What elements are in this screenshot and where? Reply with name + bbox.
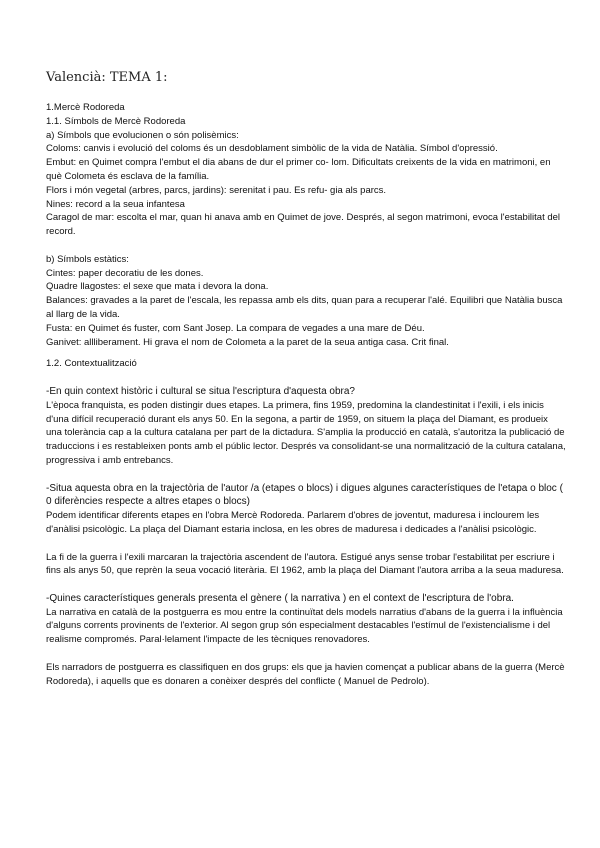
answer-2b: La fi de la guerra i l'exili marcaran la trajectòria ascendent de l'autora. Estigué anys sense trobar l'estabilitat per escriure i fins als anys 50, que reprèn la seua vocació literària. El 1962, amb la plaça del Diamant l'autora arriba a la seua maduresa.: [46, 551, 564, 577]
symbol-item: Cintes: paper decoratiu de les dones.: [46, 267, 204, 279]
section-b-heading: b) Símbols estàtics:: [46, 253, 129, 265]
question-3: -Quines característiques generals presenta el gènere ( la narrativa ) en el context de l'escriptura de l'obra.: [46, 592, 514, 604]
symbol-item: Nines: record a la seua infantesa: [46, 198, 185, 210]
question-1: -En quin context històric i cultural se situa l'escriptura d'aquesta obra?: [46, 385, 355, 397]
heading-1-1: 1.1. Símbols de Mercè Rodoreda: [46, 115, 186, 127]
document-body: [46, 101, 566, 688]
symbol-item: Embut: en Quimet compra l'embut el dia abans de dur el primer co- lom. Dificultats creixents de la vida en matrimoni, en què Colometa és esclava de la família.: [46, 157, 551, 182]
answer-3: La narrativa en català de la postguerra es mou entre la continuïtat dels models narratius d'abans de la guerra i la influència d'alguns corrents provinents de l'exterior. Al segon grup són especialment destacables l'estímul de l'existencialisme i del realisme compromés. Paral·lelament l'impacte de les tècniques renovadores.: [46, 606, 563, 646]
answer-4: Els narradors de postguerra es classifiquen en dos grups: els que ja havien començat a publicar abans de la guerra (Mercè Rodoreda), i aquells que es donaren a conèixer després del conflicte ( Manuel de Pedrolo).: [46, 661, 565, 687]
document-title: Valencià: TEMA 1:: [46, 70, 168, 85]
symbol-item: Caragol de mar: escolta el mar, quan hi anava amb en Quimet de jove. Després, al segon matrimoni, evoca l'estabilitat del record.: [46, 212, 561, 238]
symbol-item: Ganivet: allliberament. Hi grava el nom de Colometa a la paret de la seua antiga casa. Crit final.: [46, 336, 449, 348]
symbol-item: Fusta: en Quimet és fuster, com Sant Josep. La compara de vegades a una mare de Déu.: [46, 322, 425, 334]
heading-1: 1.Mercè Rodoreda: [46, 102, 125, 113]
answer-1: L'època franquista, es poden distingir dues etapes. La primera, fins 1959, predomina la clandestinitat i l'exili, i els inicis d'una difícil recuperació durant els anys 50. En la segona, a partir de 1959, on situem la plaça del Diamant, es produeix una tolerància cap a la cultura catalana per part de la dictadura. S'amplia la producció en català, s'autoritza la publicació de traduccions i es restableixen ponts amb el públic lector. Després va consolidant-se una normalització de la cultura catalana, progressiva i amb entrebancs.: [46, 399, 566, 466]
symbol-item: Flors i món vegetal (arbres, parcs, jardins): serenitat i pau. Es refu- gia als parcs.: [46, 184, 387, 196]
heading-1-2: 1.2. Contextualització: [46, 358, 137, 370]
answer-2: Podem identificar diferents etapes en l'obra Mercè Rodoreda. Parlarem d'obres de joventut, maduresa i inclourem les d'anàlisi psicològic. La plaça del Diamant estaria inclosa, en les obres de maduresa i dedicades a l'anàlisi psicològic.: [46, 510, 540, 535]
symbol-item: Quadre llagostes: el sexe que mata i devora la dona.: [46, 281, 269, 293]
question-2: -Situa aquesta obra en la trajectòria de l'autor /a (etapes o blocs) i digues algunes característiques de l'etapa o bloc ( 0 diferències respecte a altres etapes o blocs): [46, 482, 563, 508]
symbol-item: Balances: gravades a la paret de l'escala, les repassa amb els dits, quan para a recuperar l'alé. Equilibri que Natàlia busca al llarg de la vida.: [46, 295, 563, 320]
section-a-heading: a) Símbols que evolucionen o són polisèmics:: [46, 129, 239, 141]
symbol-item: Coloms: canvis i evolució del coloms és un desdoblament simbòlic de la vida de Natàlia. Símbol d'opressió.: [46, 143, 498, 155]
